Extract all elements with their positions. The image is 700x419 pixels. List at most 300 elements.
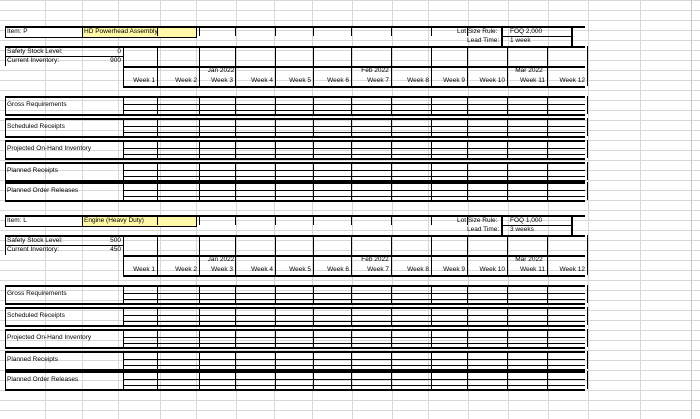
cell-border: [507, 351, 508, 369]
week-cell-border: [507, 66, 508, 86]
week-header: Week 12: [559, 77, 585, 84]
inventory-value: 900: [110, 57, 121, 64]
week-cell-border: [275, 255, 276, 275]
cell-border: [507, 96, 508, 114]
cell-border: [157, 285, 158, 303]
row-mid-border: [123, 132, 585, 133]
month-header: Mar 2022: [515, 256, 543, 263]
gridline-row: [0, 20, 700, 21]
week-header: Week 10: [479, 77, 505, 84]
week-header: Week 1: [133, 266, 155, 273]
row-edge: [123, 96, 124, 114]
week-cell-border: [587, 255, 588, 275]
cell-border: [235, 118, 236, 136]
row-edge: [5, 285, 6, 303]
month-header: Feb 2022: [361, 256, 389, 263]
cell-border: [467, 96, 468, 114]
week-cell-border: [123, 66, 124, 86]
cell-border: [199, 140, 200, 158]
week-header: Week 3: [211, 266, 233, 273]
week-header: Week 5: [289, 266, 311, 273]
week-header-top: [123, 255, 585, 257]
week-cell-border: [313, 66, 314, 86]
week-cell-border: [351, 255, 352, 275]
cell-border: [467, 182, 468, 200]
divider: [5, 235, 6, 255]
cell-border: [235, 285, 236, 303]
inventory-label: Current Inventory:: [7, 57, 60, 64]
header-cell-border: [313, 46, 314, 66]
cell-border: [431, 162, 432, 180]
row-label: Planned Receipts: [7, 167, 58, 174]
row-mid-border: [123, 321, 585, 322]
cell-border: [507, 162, 508, 180]
row-mid-border: [123, 379, 585, 380]
cell-border: [313, 329, 314, 347]
row-label: Projected On-Hand Inventory: [7, 145, 92, 152]
divider: [5, 56, 123, 57]
cell-border: [157, 371, 158, 389]
lead-time-label: Lead Time:: [467, 226, 500, 233]
week-cell-border: [235, 255, 236, 275]
item-description: HD Powerhead Assembly: [84, 28, 158, 35]
month-header: Jan 2022: [207, 256, 235, 263]
cell-border: [467, 371, 468, 389]
header-cell-border: [351, 216, 352, 225]
cell-border: [199, 118, 200, 136]
cell-border: [199, 307, 200, 325]
week-header: Week 11: [519, 77, 545, 84]
row-label: Scheduled Receipts: [7, 123, 65, 130]
header-cell-border: [235, 27, 236, 36]
week-cell-border: [391, 255, 392, 275]
week-cell-border: [587, 66, 588, 86]
cell-border: [235, 351, 236, 369]
row-border: [5, 347, 585, 349]
cell-border: [391, 162, 392, 180]
cell-border: [431, 182, 432, 200]
cell-border: [235, 96, 236, 114]
cell-border: [391, 351, 392, 369]
cell-border: [431, 307, 432, 325]
row-mid-border: [123, 337, 585, 338]
header-cell-border: [467, 235, 468, 255]
row-border: [5, 182, 585, 184]
lot-size-value: FOQ 1,000: [510, 217, 543, 224]
lead-time-value: 1 week: [510, 37, 531, 44]
cell-border: [431, 329, 432, 347]
lot-size-value: FOQ 2,000: [510, 28, 543, 35]
cell-border: [467, 140, 468, 158]
gridline-row: [0, 400, 700, 401]
lead-time-label: Lead Time:: [467, 37, 500, 44]
cell-border: [199, 96, 200, 114]
header-cell-border: [587, 235, 588, 255]
week-header-bottom: [123, 275, 585, 277]
row-edge: [123, 351, 124, 369]
cell-border: [275, 162, 276, 180]
header-cell-border: [391, 235, 392, 255]
cell-border: [547, 371, 548, 389]
header-cell-border: [467, 216, 468, 225]
inventory-value: 450: [110, 246, 121, 253]
cell-border: [275, 285, 276, 303]
cell-border: [157, 307, 158, 325]
cell-border: [467, 162, 468, 180]
week-header: Week 2: [175, 266, 197, 273]
header-cell-border: [235, 46, 236, 66]
cell-border: [391, 140, 392, 158]
row-border: [5, 118, 585, 120]
inventory-label: Current Inventory:: [7, 246, 60, 253]
divider: [123, 235, 124, 255]
row-mid-border: [123, 359, 585, 360]
week-header: Week 12: [559, 266, 585, 273]
week-header: Week 4: [251, 77, 273, 84]
cell-border: [587, 351, 588, 369]
cell-border: [507, 140, 508, 158]
row-edge: [123, 285, 124, 303]
cell-border: [235, 162, 236, 180]
divider: [571, 215, 573, 235]
week-header: Week 4: [251, 266, 273, 273]
row-label: Scheduled Receipts: [7, 312, 65, 319]
cell-border: [275, 140, 276, 158]
cell-border: [587, 140, 588, 158]
row-border: [5, 140, 585, 142]
week-header: Week 6: [327, 77, 349, 84]
row-mid-border: [123, 170, 585, 171]
week-header: Week 3: [211, 77, 233, 84]
cell-border: [391, 329, 392, 347]
row-mid-border: [123, 299, 585, 300]
row-edge: [5, 307, 6, 325]
header-cell-border: [199, 27, 200, 36]
row-mid-border: [123, 126, 585, 127]
cell-border: [391, 118, 392, 136]
cell-border: [199, 351, 200, 369]
cell-border: [351, 182, 352, 200]
divider: [571, 26, 573, 46]
cell-border: [313, 96, 314, 114]
row-edge: [5, 329, 6, 347]
week-header: Week 2: [175, 77, 197, 84]
header-cell-border: [235, 216, 236, 225]
cell-border: [507, 329, 508, 347]
week-cell-border: [313, 255, 314, 275]
row-edge: [5, 118, 6, 136]
cell-border: [351, 371, 352, 389]
cell-border: [157, 118, 158, 136]
cell-border: [391, 96, 392, 114]
cell-border: [467, 285, 468, 303]
week-header: Week 6: [327, 266, 349, 273]
week-header: Week 9: [443, 266, 465, 273]
cell-border: [199, 329, 200, 347]
week-header: Week 5: [289, 77, 311, 84]
row-border: [5, 114, 585, 116]
row-mid-border: [123, 176, 585, 177]
row-border: [5, 96, 585, 98]
header-cell-border: [157, 235, 158, 255]
cell-border: [547, 118, 548, 136]
row-edge: [5, 140, 6, 158]
cell-border: [157, 351, 158, 369]
cell-border: [547, 351, 548, 369]
month-header: Jan 2022: [207, 67, 235, 74]
row-border: [5, 351, 585, 353]
week-header: Week 11: [519, 266, 545, 273]
week-header: Week 10: [479, 266, 505, 273]
cell-border: [431, 118, 432, 136]
cell-border: [157, 329, 158, 347]
row-border: [5, 303, 585, 305]
cell-border: [547, 140, 548, 158]
header-cell-border: [587, 46, 588, 66]
header-cell-border: [431, 46, 432, 66]
cell-border: [313, 371, 314, 389]
cell-border: [313, 307, 314, 325]
row-border: [5, 200, 585, 202]
row-edge: [123, 307, 124, 325]
cell-border: [391, 371, 392, 389]
header-cell-border: [157, 27, 158, 36]
cell-border: [431, 371, 432, 389]
row-edge: [5, 371, 6, 389]
cell-border: [351, 307, 352, 325]
item-label: Item: P: [7, 28, 28, 35]
row-edge: [123, 140, 124, 158]
header-cell-border: [275, 235, 276, 255]
header-cell-border: [275, 46, 276, 66]
cell-border: [313, 162, 314, 180]
cell-border: [275, 351, 276, 369]
mrp-record-item-l: [5, 215, 585, 395]
safety-stock-label: Safety Stock Level:: [7, 237, 63, 244]
header-cell-border: [547, 235, 548, 255]
row-border: [5, 307, 585, 309]
safety-stock-value: 0: [117, 48, 121, 55]
row-edge: [123, 118, 124, 136]
divider: [501, 36, 571, 37]
cell-border: [467, 118, 468, 136]
month-header: Feb 2022: [361, 67, 389, 74]
divider: [501, 225, 571, 226]
cell-border: [275, 307, 276, 325]
lead-time-value: 3 weeks: [510, 226, 534, 233]
month-header: Mar 2022: [515, 67, 543, 74]
cell-border: [587, 182, 588, 200]
week-header: Week 1: [133, 77, 155, 84]
cell-border: [235, 140, 236, 158]
week-cell-border: [157, 66, 158, 86]
mrp-record-item-p: [5, 26, 585, 206]
cell-border: [351, 162, 352, 180]
header-cell-border: [467, 27, 468, 36]
week-header: Week 8: [407, 266, 429, 273]
row-edge: [123, 182, 124, 200]
header-cell-border: [547, 46, 548, 66]
week-cell-border: [199, 66, 200, 86]
week-cell-border: [199, 255, 200, 275]
divider: [123, 46, 124, 66]
row-mid-border: [123, 154, 585, 155]
cell-border: [587, 307, 588, 325]
gridline-row: [0, 210, 700, 211]
row-edge: [123, 371, 124, 389]
gridline-row: [0, 10, 700, 11]
cell-border: [313, 182, 314, 200]
safety-stock-value: 500: [110, 237, 121, 244]
week-cell-border: [351, 66, 352, 86]
week-cell-border: [391, 66, 392, 86]
gridline-row: [0, 0, 700, 1]
cell-border: [507, 307, 508, 325]
header-cell-border: [351, 46, 352, 66]
lot-size-label: Lot Size Rule:: [457, 28, 498, 35]
header-cell-border: [431, 216, 432, 225]
cell-border: [587, 285, 588, 303]
row-label: Planned Order Releases: [7, 187, 79, 194]
row-edge: [5, 96, 6, 114]
row-border: [5, 389, 585, 391]
row-mid-border: [123, 148, 585, 149]
cell-border: [587, 118, 588, 136]
row-border: [5, 371, 585, 373]
row-border: [5, 329, 585, 331]
row-mid-border: [123, 293, 585, 294]
header-cell-border: [313, 216, 314, 225]
row-edge: [5, 182, 6, 200]
row-label: Planned Receipts: [7, 356, 58, 363]
safety-stock-label: Safety Stock Level:: [7, 48, 63, 55]
header-cell-border: [313, 27, 314, 36]
row-edge: [5, 351, 6, 369]
cell-border: [547, 162, 548, 180]
cell-border: [275, 371, 276, 389]
row-border: [5, 136, 585, 138]
divider: [5, 245, 123, 246]
week-header: Week 7: [367, 266, 389, 273]
sheet-edge: [691, 0, 692, 419]
cell-border: [199, 371, 200, 389]
cell-border: [391, 182, 392, 200]
header-cell-border: [275, 216, 276, 225]
cell-border: [199, 162, 200, 180]
row-border: [5, 162, 585, 164]
row-label: Gross Requirements: [7, 290, 67, 297]
week-cell-border: [431, 255, 432, 275]
row-edge: [123, 162, 124, 180]
row-mid-border: [123, 315, 585, 316]
cell-border: [507, 118, 508, 136]
cell-border: [351, 96, 352, 114]
row-label: Gross Requirements: [7, 101, 67, 108]
cell-border: [547, 307, 548, 325]
week-header-bottom: [123, 86, 585, 88]
header-cell-border: [431, 235, 432, 255]
row-mid-border: [123, 104, 585, 105]
cell-border: [235, 371, 236, 389]
cell-border: [587, 371, 588, 389]
cell-border: [157, 162, 158, 180]
row-mid-border: [123, 110, 585, 111]
cell-border: [199, 182, 200, 200]
week-cell-border: [157, 255, 158, 275]
header-cell-border: [157, 216, 158, 225]
cell-border: [313, 118, 314, 136]
row-label: Projected On-Hand Inventory: [7, 334, 92, 341]
cell-border: [351, 118, 352, 136]
lot-size-label: Lot Size Rule:: [457, 217, 498, 224]
row-mid-border: [123, 385, 585, 386]
row-border: [5, 285, 585, 287]
cell-border: [351, 351, 352, 369]
header-cell-border: [391, 27, 392, 36]
cell-border: [431, 140, 432, 158]
row-label: Planned Order Releases: [7, 376, 79, 383]
cell-border: [235, 182, 236, 200]
row-mid-border: [123, 365, 585, 366]
row-mid-border: [123, 190, 585, 191]
cell-border: [275, 96, 276, 114]
week-cell-border: [547, 255, 548, 275]
header-cell-border: [507, 235, 508, 255]
cell-border: [547, 96, 548, 114]
cell-border: [431, 96, 432, 114]
header-cell-border: [391, 216, 392, 225]
cell-border: [235, 307, 236, 325]
header-cell-border: [351, 235, 352, 255]
cell-border: [587, 162, 588, 180]
gridline-row: [0, 410, 700, 411]
header-cell-border: [467, 46, 468, 66]
cell-border: [275, 329, 276, 347]
row-border: [5, 158, 585, 160]
week-cell-border: [275, 66, 276, 86]
cell-border: [157, 182, 158, 200]
cell-border: [467, 351, 468, 369]
cell-border: [157, 140, 158, 158]
week-cell-border: [547, 66, 548, 86]
header-cell-border: [275, 27, 276, 36]
cell-border: [547, 182, 548, 200]
cell-border: [199, 285, 200, 303]
cell-border: [313, 285, 314, 303]
cell-border: [235, 329, 236, 347]
week-cell-border: [467, 66, 468, 86]
cell-border: [157, 96, 158, 114]
cell-border: [275, 118, 276, 136]
cell-border: [275, 182, 276, 200]
header-cell-border: [507, 46, 508, 66]
row-mid-border: [123, 196, 585, 197]
cell-border: [587, 329, 588, 347]
item-description: Engine (Heavy Duty): [84, 217, 144, 224]
week-cell-border: [467, 255, 468, 275]
week-header: Week 9: [443, 77, 465, 84]
cell-border: [587, 96, 588, 114]
cell-border: [467, 329, 468, 347]
cell-border: [391, 307, 392, 325]
item-label: Item: L: [7, 217, 27, 224]
header-cell-border: [199, 46, 200, 66]
header-cell-border: [313, 235, 314, 255]
row-edge: [5, 162, 6, 180]
divider: [5, 46, 6, 66]
cell-border: [391, 285, 392, 303]
week-cell-border: [431, 66, 432, 86]
